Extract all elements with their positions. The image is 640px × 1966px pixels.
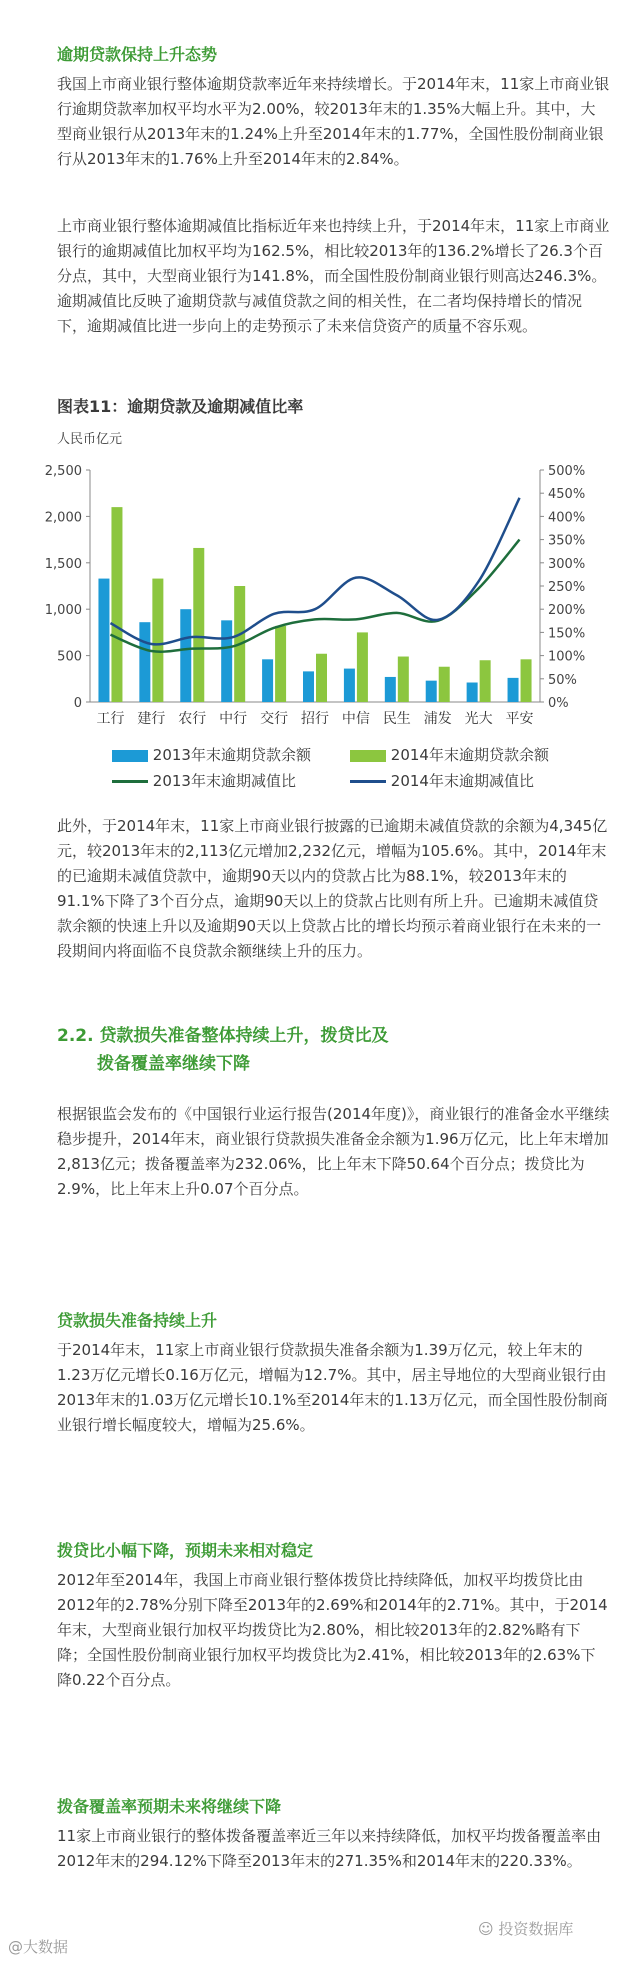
category-label: 农行 — [178, 711, 207, 727]
paragraph-overdue-impairment-ratio: 上市商业银行整体逾期减值比指标近年来也持续上升，于2014年末，11家上市商业银行的逾期减值比加权平均为162.5%，相比较2013年的136.2%增长了26.3个百分点，其中，大型商业银行为141.8%，而全国性股份制商业银行则高达246.3%。逾期减值比反映了逾期贷款与减值贷款之间的相关性，在二者均保持增长的情况下，逾期减值比进一步向上的走势预示了未来信贷资产的质量不容乐观。 — [57, 217, 610, 335]
figure-unit-label: 人民币亿元 — [57, 432, 123, 447]
category-label: 民生 — [382, 711, 411, 727]
right-tick-label: 400% — [548, 510, 586, 526]
right-tick-label: 100% — [548, 649, 586, 665]
section-heading-provision-ratio: 拨贷比小幅下降，预期未来相对稳定 — [57, 1541, 314, 1560]
bar-2014 — [521, 659, 532, 702]
legend-item-2013-bar — [112, 744, 311, 765]
category-label: 中信 — [341, 711, 370, 727]
category-label: 工行 — [96, 711, 125, 727]
right-tick-label: 200% — [548, 603, 586, 619]
left-tick-label: 2,000 — [44, 510, 82, 526]
right-tick-label: 150% — [548, 626, 586, 642]
legend-item-2014-line — [350, 770, 534, 791]
right-tick-label: 300% — [548, 556, 586, 572]
bar-2013 — [467, 683, 478, 702]
bar-2014 — [439, 667, 450, 702]
legend-item-2013-line — [112, 770, 296, 791]
right-tick-label: 350% — [548, 533, 586, 549]
paragraph-loss-reserve: 于2014年末，11家上市商业银行贷款损失准备余额为1.39万亿元，较上年末的1.23万亿元增长0.16万亿元，增幅为12.7%。其中，居主导地位的大型商业银行由2013年末的1.03万亿元增长10.1%至2014年末的1.13万亿元，而全国性股份制商业银行增长幅度较大，增幅为25.6%。 — [57, 1341, 608, 1434]
right-tick-label: 500% — [548, 464, 586, 479]
section-heading-coverage-ratio: 拨备覆盖率预期未来将继续下降 — [57, 1797, 282, 1816]
bar-2013 — [98, 579, 109, 702]
legend-label: 2014年末逾期减值比 — [390, 772, 534, 790]
legend-swatch-2014-line — [350, 780, 386, 783]
bar-2014 — [398, 657, 409, 702]
watermark-left: @大数据 — [8, 1938, 69, 1956]
bar-2013 — [344, 669, 355, 702]
bar-2014 — [193, 548, 204, 702]
category-label: 交行 — [260, 711, 289, 727]
category-label: 建行 — [137, 711, 166, 727]
bar-2014 — [152, 579, 163, 702]
paragraph-overdue-unimpaired: 此外，于2014年末，11家上市商业银行披露的已逾期未减值贷款的余额为4,345亿元，较2013年末的2,113亿元增加2,232亿元，增幅为105.6%。其中，2014年末的已逾期未减值贷款中，逾期90天以内的贷款占比为88.1%，较2013年末的91.1%下降了3个百分点，逾期90天以上的贷款占比则有所上升。已逾期未减值贷款余额的快速上升以及逾期90天以上贷款占比的增长均预示着商业银行在未来的一段期间内将面临不良贷款余额继续上升的压力。 — [57, 817, 608, 960]
section-title-line2: 拨备覆盖率继续下降 — [97, 1054, 250, 1074]
category-label: 平安 — [505, 711, 534, 727]
bar-2013 — [426, 681, 437, 702]
right-tick-label: 250% — [548, 580, 586, 595]
category-label: 招行 — [301, 711, 329, 727]
bar-2014 — [357, 632, 368, 702]
right-tick-label: 50% — [548, 672, 577, 688]
legend-label: 2013年末逾期贷款余额 — [152, 746, 311, 764]
bar-2014 — [316, 654, 327, 702]
bar-2014 — [111, 507, 122, 702]
category-label: 光大 — [464, 711, 493, 727]
wechat-icon: ☺ — [478, 1920, 494, 1938]
paragraph-cbrc-report: 根据银监会发布的《中国银行业运行报告(2014年度)》，商业银行的准备金水平继续稳步提升，2014年末，商业银行贷款损失准备金余额为1.96万亿元，比上年末增加2,813亿元；拨备覆盖率为232.06%，比上年末下降50.64个百分点；拨贷比为2.9%，比上年末上升0.07个百分点。 — [57, 1105, 610, 1198]
legend-item-2014-bar — [350, 744, 549, 765]
paragraph-coverage-ratio: 11家上市商业银行的整体拨备覆盖率近三年以来持续降低，加权平均拨备覆盖率由2012年末的294.12%下降至2013年末的271.35%和2014年末的220.33%。 — [57, 1827, 602, 1870]
legend-swatch-2013-bar — [112, 750, 148, 762]
line-2014-impairment-ratio — [110, 498, 519, 645]
legend-swatch-2013-line — [112, 780, 148, 783]
section-heading-loss-reserve: 贷款损失准备持续上升 — [57, 1311, 218, 1330]
paragraph-overdue-rate: 我国上市商业银行整体逾期贷款率近年来持续增长。于2014年末，11家上市商业银行逾期贷款率加权平均水平为2.00%，较2013年末的1.35%大幅上升。其中，大型商业银行从2013年末的1.24%上升至2014年末的1.77%，全国性股份制商业银行从2013年末的1.76%上升至2014年末的2.84%。 — [57, 75, 610, 168]
section-heading-overdue-loans: 逾期贷款保持上升态势 — [57, 45, 218, 64]
right-tick-label: 450% — [548, 487, 586, 503]
left-tick-label: 500 — [57, 649, 82, 665]
legend-swatch-2014-bar — [350, 750, 386, 762]
section-title-line1: 2.2. 贷款损失准备整体持续上升，拨贷比及 — [57, 1026, 389, 1046]
bar-2013 — [385, 677, 396, 702]
bar-2013 — [221, 620, 232, 702]
line-2013-impairment-ratio — [110, 540, 519, 652]
category-label: 浦发 — [423, 711, 452, 727]
paragraph-provision-ratio: 2012年至2014年，我国上市商业银行整体拨贷比持续降低，加权平均拨贷比由2012年的2.78%分别下降至2013年的2.69%和2014年的2.71%。其中，于2014年末，大型商业银行加权平均拨贷比为2.80%，相比较2013年的2.82%略有下降；全国性股份制商业银行加权平均拨贷比为2.41%，相比较2013年的2.63%下降0.22个百分点。 — [57, 1571, 608, 1689]
bar-2014 — [480, 660, 491, 702]
legend-label: 2013年末逾期减值比 — [152, 772, 296, 790]
legend-label: 2014年末逾期贷款余额 — [390, 746, 549, 764]
bar-2013 — [139, 622, 150, 702]
bar-2013 — [303, 671, 314, 702]
bar-2013 — [180, 609, 191, 702]
watermark-right-label: 投资数据库 — [498, 1920, 574, 1938]
bar-2014 — [275, 626, 286, 702]
watermark-right — [478, 1918, 573, 1939]
left-tick-label: 1,000 — [44, 603, 82, 619]
left-tick-label: 2,500 — [44, 464, 82, 479]
category-label: 中行 — [219, 711, 248, 727]
figure-title: 图表11：逾期贷款及逾期减值比率 — [57, 397, 304, 416]
bar-2013 — [508, 678, 519, 702]
left-tick-label: 0 — [73, 696, 82, 711]
overdue-loans-chart — [40, 456, 600, 734]
left-tick-label: 1,500 — [44, 556, 82, 572]
bar-2013 — [262, 659, 273, 702]
right-tick-label: 0% — [548, 696, 569, 711]
